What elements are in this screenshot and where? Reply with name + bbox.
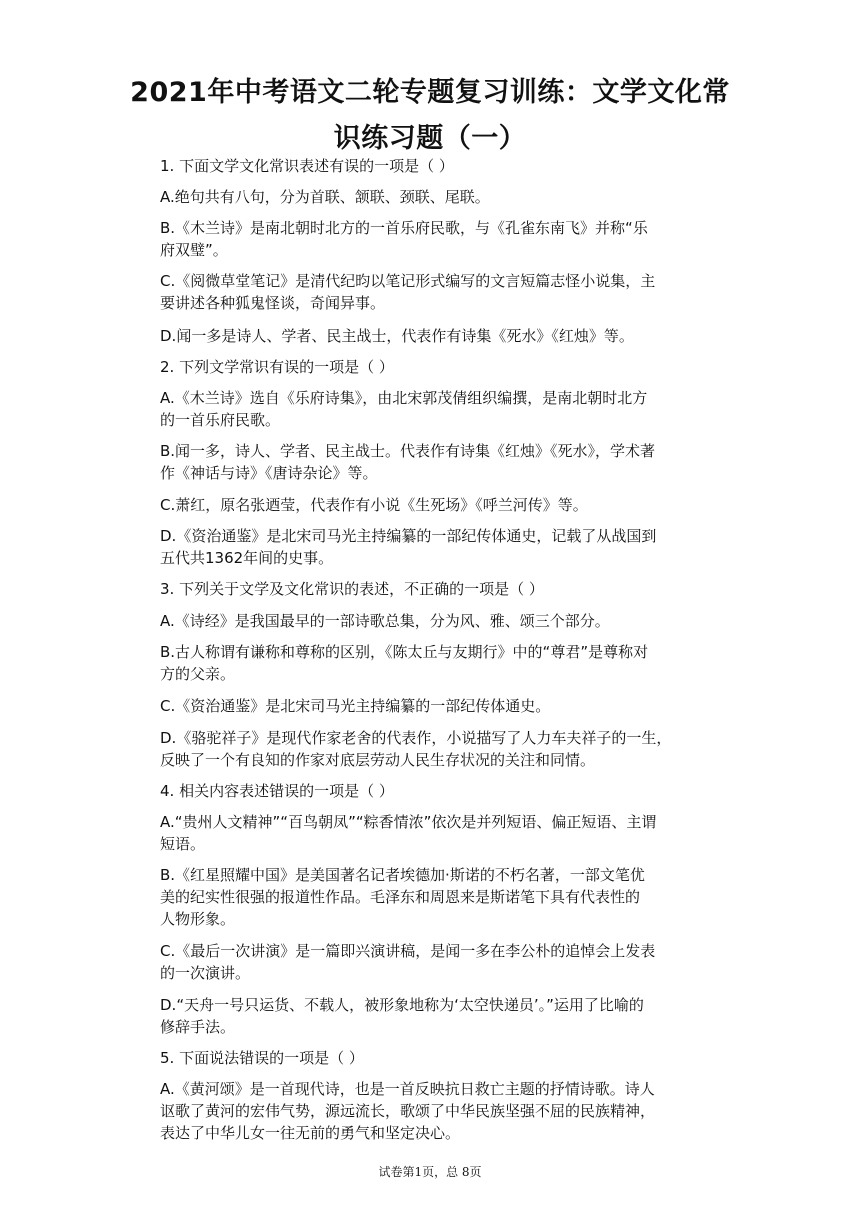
question-line: A.《黄河颂》是一首现代诗，也是一首反映抗日救亡主题的抒情诗歌。诗人: [160, 1080, 655, 1098]
question-line: 的一首乐府民歌。: [160, 411, 281, 429]
question-line: C.《最后一次讲演》是一篇即兴演讲稿，是闻一多在李公朴的追悼会上发表: [160, 942, 656, 960]
question-line: 要讲述各种狐鬼怪谈，奇闻异事。: [160, 294, 386, 312]
question-line: 讴歌了黄河的宏伟气势，源远流长，歌颂了中华民族坚强不屈的民族精神，: [160, 1102, 656, 1120]
question-line: 5. 下面说法错误的一项是（ ）: [160, 1049, 364, 1067]
question-line: D.《资治通鉴》是北宋司马光主持编纂的一部纪传体通史，记载了从战国到: [160, 527, 657, 545]
question-line: 3. 下列关于文学及文化常识的表述，不正确的一项是（ ）: [160, 580, 544, 598]
question-line: B.闻一多，诗人、学者、民主战士。代表作有诗集《红烛》《死水》，学术著: [160, 442, 656, 460]
question-line: 反映了一个有良知的作家对底层劳动人民生存状况的关注和同情。: [160, 751, 596, 769]
question-line: B.《红星照耀中国》是美国著名记者埃德加·斯诺的不朽名著，一部文笔优: [160, 866, 645, 884]
question-line: 五代共1362年间的史事。: [160, 549, 334, 567]
question-line: 府双璧”。: [160, 241, 228, 259]
question-line: 4. 相关内容表述错误的一项是（ ）: [160, 782, 394, 800]
document-title-line-1: 2021年中考语文二轮专题复习训练：文学文化常: [130, 77, 730, 108]
question-line: 2. 下列文学常识有误的一项是（ ）: [160, 358, 394, 376]
question-line: 1. 下面文学文化常识表述有误的一项是（ ）: [160, 157, 454, 175]
question-line: D.“天舟一号只运货、不载人，被形象地称为‘太空快递员’。”运用了比喻的: [160, 996, 644, 1014]
question-line: A.《木兰诗》选自《乐府诗集》，由北宋郭茂倩组织编撰，是南北朝时北方: [160, 389, 648, 407]
page-footer: 试卷第1页，总 8页: [378, 1165, 482, 1179]
question-line: A.《诗经》是我国最早的一部诗歌总集，分为风、雅、颂三个部分。: [160, 612, 610, 630]
question-line: C.《资治通鉴》是北宋司马光主持编纂的一部纪传体通史。: [160, 697, 551, 715]
question-line: D.闻一多是诗人、学者、民主战士，代表作有诗集《死水》《红烛》等。: [160, 327, 634, 345]
question-line: C.《阅微草堂笔记》是清代纪昀以笔记形式编写的文言短篇志怪小说集，主: [160, 272, 656, 290]
question-line: 短语。: [160, 835, 206, 853]
question-line: 方的父亲。: [160, 665, 236, 683]
question-line: 作《神话与诗》《唐诗杂论》等。: [160, 464, 378, 482]
question-line: 的一次演讲。: [160, 964, 251, 982]
question-line: B.《木兰诗》是南北朝时北方的一首乐府民歌，与《孔雀东南飞》并称“乐: [160, 219, 648, 237]
question-line: 人物形象。: [160, 910, 236, 928]
question-line: A.绝句共有八句，分为首联、颔联、颈联、尾联。: [160, 188, 490, 206]
question-line: B.古人称谓有谦称和尊称的区别，《陈太丘与友期行》中的“尊君”是尊称对: [160, 643, 649, 661]
question-line: C.萧红，原名张迺莹，代表作有小说《生死场》《呼兰河传》等。: [160, 496, 588, 514]
document-title-line-2: 识练习题（一）: [333, 123, 527, 154]
question-line: 表达了中华儿女一往无前的勇气和坚定决心。: [160, 1124, 461, 1142]
question-line: 修辞手法。: [160, 1018, 236, 1036]
question-line: D.《骆驼祥子》是现代作家老舍的代表作，小说描写了人力车夫祥子的一生，: [160, 729, 672, 747]
question-line: A.“贵州人文精神”“百鸟朝凤”“粽香情浓”依次是并列短语、偏正短语、主谓: [160, 813, 657, 831]
question-line: 美的纪实性很强的报道性作品。毛泽东和周恩来是斯诺笔下具有代表性的: [160, 888, 641, 906]
